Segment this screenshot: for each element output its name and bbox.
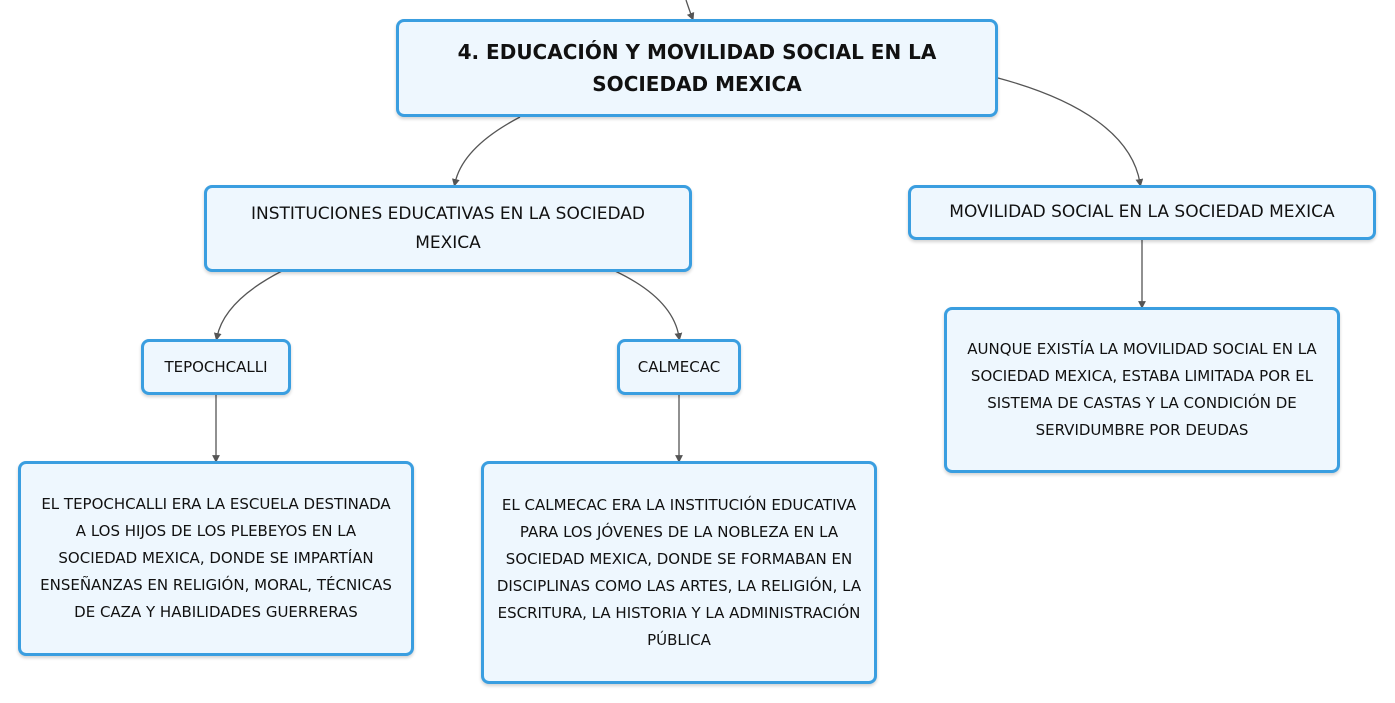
tepochcalli-description-text: EL TEPOCHCALLI ERA LA ESCUELA DESTINADA A LOS HIJOS DE LOS PLEBEYOS EN LA SOCIEDAD MEXICA, DONDE SE IMPARTÍAN ENSEÑANZAS EN RELIGIÓN, MORAL, TÉCNICAS DE CAZA Y HABILIDADES GUERRERAS	[40, 495, 392, 621]
subtopic-calmecac[interactable]	[617, 339, 741, 395]
subtopic-tepochcalli-label: TEPOCHCALLI	[164, 358, 268, 376]
root-topic-node[interactable]	[396, 19, 998, 117]
calmecac-description-text: EL CALMECAC ERA LA INSTITUCIÓN EDUCATIVA PARA LOS JÓVENES DE LA NOBLEZA EN LA SOCIEDAD MEXICA, DONDE SE FORMABAN EN DISCIPLINAS COMO LAS ARTES, LA RELIGIÓN, LA ESCRITURA, LA HISTORIA Y LA ADMINISTRACIÓN PÚBLICA	[496, 495, 862, 649]
topic-movilidad-label: MOVILIDAD SOCIAL EN LA SOCIEDAD MEXICA	[949, 202, 1335, 222]
subtopic-tepochcalli[interactable]	[141, 339, 291, 395]
subtopic-calmecac-label: CALMECAC	[637, 358, 721, 376]
topic-instituciones-educativas[interactable]	[204, 185, 692, 272]
root-topic-label: 4. EDUCACIÓN Y MOVILIDAD SOCIAL EN LA SOCIEDAD MEXICA	[457, 40, 937, 96]
movilidad-description-node[interactable]	[944, 307, 1340, 473]
connector-root-movilidad	[998, 78, 1140, 183]
connector-instituciones-calmecac	[615, 271, 679, 337]
tepochcalli-description-node[interactable]	[18, 461, 414, 656]
connector-incoming-root	[686, 0, 692, 17]
connector-instituciones-tepochcalli	[217, 271, 282, 337]
topic-instituciones-label: INSTITUCIONES EDUCATIVAS EN LA SOCIEDAD MEXICA	[251, 203, 645, 253]
movilidad-description-text: AUNQUE EXISTÍA LA MOVILIDAD SOCIAL EN LA SOCIEDAD MEXICA, ESTABA LIMITADA POR EL SISTEMA DE CASTAS Y LA CONDICIÓN DE SERVIDUMBRE POR DEUDAS	[967, 340, 1317, 439]
connector-root-instituciones	[455, 117, 520, 183]
topic-movilidad-social[interactable]	[908, 185, 1376, 240]
calmecac-description-node[interactable]	[481, 461, 877, 684]
